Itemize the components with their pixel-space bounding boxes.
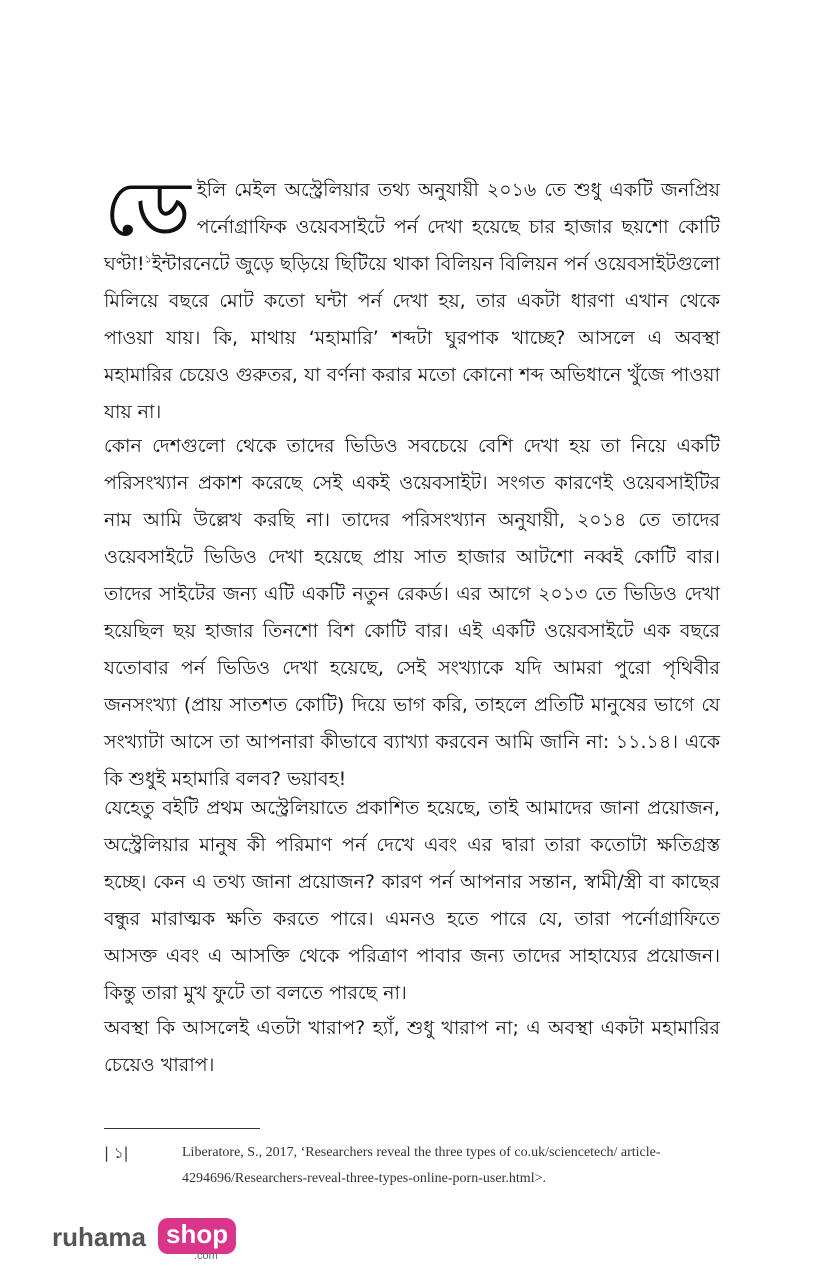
paragraph-2-text: কোন দেশগুলো থেকে তাদের ভিডিও সবচেয়ে বেশি দেখা হয় তা নিয়ে একটি পরিসংখ্যান প্রকাশ করেছে সেই একই ওয়েবসাইট। সংগত কারণেই ওয়েবসাইটির নাম আমি উল্লেখ করছি না। তাদের পরিসংখ্যান অনুযায়ী, ২০১৪ তে তাদের ওয়েবসাইটে ভিডিও দেখা হয়েছে প্রায় সাত হাজার আটশো নব্বই কোটি বার। তাদের সাইটের জন্য এটি একটি নতুন রেকর্ড। এর আগে ২০১৩ তে ভিডিও দেখা হয়েছিল ছয় হাজার তিনশো বিশ কোটি বার। এই একটি ওয়েবসাইটে এক বছরে যতোবার পর্ন ভিডিও দেখা হয়েছে, সেই সংখ্যাকে যদি আমরা পুরো পৃথিবীর জনসংখ্যা (প্রায় সাতশত কোটি) দিয়ে ভাগ করি, তাহলে প্রতিটি মানুষের ভাগে যে সংখ্যাটা আসে তা আপনারা কীভাবে ব্যাখ্যা করবেন আমি জানি না: ১১.১৪। একে কি শুধুই মহামারি বলব? ভয়াবহ! (104, 435, 720, 790)
paragraph-3 (104, 790, 720, 1012)
paragraph-1-text (104, 164, 720, 431)
logo-word-shop: shop (158, 1218, 236, 1254)
paragraph-1 (104, 164, 720, 431)
ruhamashop-logo (52, 1218, 232, 1264)
footnote-number: | ১| (104, 1144, 129, 1162)
logo-domain: .com (194, 1250, 218, 1262)
paragraph-1-part-a: ইলি মেইল অস্ট্রেলিয়ার তথ্য অনুযায়ী ২০১৬ তে শুধু একটি জনপ্রিয় পর্নোগ্রাফিক ওয়েবসাইটে পর্ন দেখা হয়েছে চার হাজার ছয়শো কোটি ঘণ্টা! (104, 179, 720, 275)
footnote (104, 1140, 724, 1192)
footnote-divider (104, 1128, 260, 1129)
paragraph-2 (104, 428, 720, 798)
paragraph-4-text: অবস্থা কি আসলেই এতটা খারাপ? হ্যাঁ, শুধু খারাপ না; এ অবস্থা একটা মহামারির চেয়েও খারাপ। (104, 1017, 720, 1076)
paragraph-1-part-b: ইন্টারনেটে জুড়ে ছড়িয়ে ছিটিয়ে থাকা বিলিয়ন বিলিয়ন পর্ন ওয়েবসাইটগুলো মিলিয়ে বছরে মোট কতো ঘন্টা পর্ন দেখা হয়, তার একটা ধারণা এখান থেকে পাওয়া যায়। কি, মাথায় ‘মহামারি’ শব্দটা ঘুরপাক খাচ্ছে? আসলে এ অবস্থা মহামারির চেয়েও গুরুতর, যা বর্ণনা করার মতো কোনো শব্দ অভিধানে খুঁজে পাওয়া যায় না। (104, 253, 720, 423)
paragraph-4 (104, 1010, 720, 1084)
footnote-text: Liberatore, S., 2017, ‘Researchers reveal the three types of co.uk/sciencetech/ article-4294696/Researchers-reveal-three-types-online-porn-user.html>. (182, 1145, 661, 1186)
drop-cap: ডে (104, 164, 191, 253)
footnote-reference[interactable]: ১ (144, 252, 152, 266)
logo-word-ruhama: ruhama (52, 1222, 146, 1252)
paragraph-3-text: যেহেতু বইটি প্রথম অস্ট্রেলিয়াতে প্রকাশিত হয়েছে, তাই আমাদের জানা প্রয়োজন, অস্ট্রেলিয়ার মানুষ কী পরিমাণ পর্ন দেখে এবং এর দ্বারা তারা কতোটা ক্ষতিগ্রস্ত হচ্ছে। কেন এ তথ্য জানা প্রয়োজন? কারণ পর্ন আপনার সন্তান, স্বামী/স্ত্রী বা কাছের বন্ধুর মারাত্মক ক্ষতি করতে পারে। এমনও হতে পারে যে, তারা পর্নোগ্রাফিতে আসক্ত এবং এ আসক্তি থেকে পরিত্রাণ পাবার জন্য তাদের সাহায্যের প্রয়োজন। কিন্তু তারা মুখ ফুটে তা বলতে পারছে না। (104, 797, 720, 1004)
